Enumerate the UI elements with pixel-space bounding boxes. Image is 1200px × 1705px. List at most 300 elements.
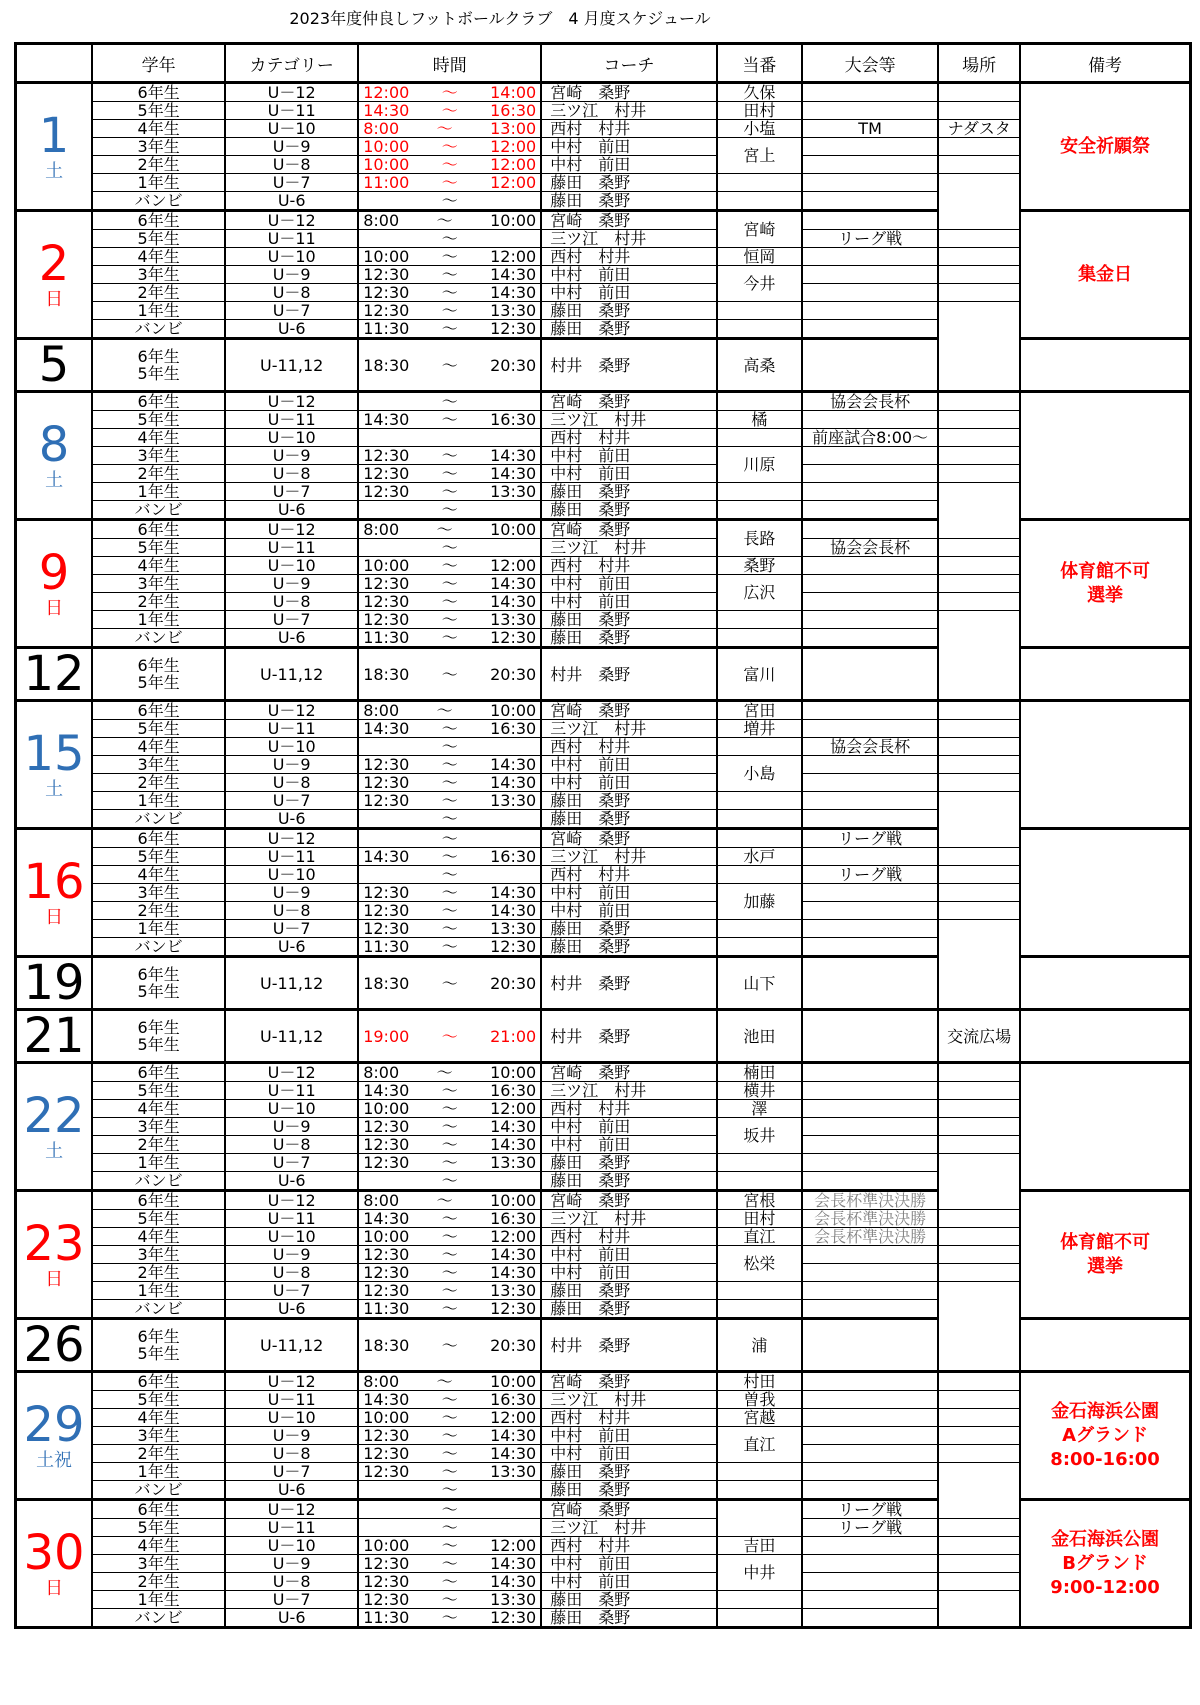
time-from: 10:00: [363, 1408, 410, 1427]
time-cell: [358, 1372, 541, 1391]
time-range: [363, 1064, 536, 1081]
grade-label: 6年生: [137, 347, 180, 366]
coach-cell: 中村 前田: [541, 1246, 717, 1264]
coach-cell: 中村 前田: [541, 1555, 717, 1573]
event-cell: [717, 1282, 802, 1300]
time-cell: [358, 1264, 541, 1282]
time-to: 12:00: [490, 1227, 537, 1246]
schedule-row: [16, 1445, 1191, 1463]
time-range: [363, 1391, 536, 1408]
time-to: 14:30: [490, 1117, 537, 1136]
place-cell: [938, 756, 1020, 774]
grade-cell: 3年生: [92, 756, 225, 774]
schedule-row: [16, 756, 1191, 774]
notes-cell: [1020, 83, 1190, 211]
time-cell: [358, 557, 541, 575]
place-cell: [938, 1445, 1020, 1463]
grade-cell: 5年生: [92, 848, 225, 866]
place-cell: [938, 211, 1020, 230]
place-cell: 交流広場: [938, 1010, 1020, 1063]
time-range: [363, 848, 536, 865]
time-tilde: ～: [441, 1554, 458, 1573]
duty-cell: 加藤: [717, 884, 802, 920]
category-cell: U－10: [225, 738, 358, 756]
place-cell: [802, 174, 938, 192]
coach-cell: 村井 桑野: [541, 648, 717, 701]
category-cell: U－12: [225, 520, 358, 539]
time-from: 8:00: [363, 1191, 400, 1210]
coach-cell: 西村 村井: [541, 1537, 717, 1555]
grade-cell: 2年生: [92, 284, 225, 302]
day-cell: [16, 83, 93, 211]
weekday-label: 日: [45, 288, 64, 310]
event-cell: 協会会長杯: [802, 392, 938, 411]
duty-cell: [717, 392, 802, 411]
schedule-row: [16, 1063, 1191, 1082]
schedule-row: [16, 156, 1191, 174]
place-cell: [938, 1537, 1020, 1555]
place-cell: [938, 447, 1020, 465]
time-from: 12:30: [363, 791, 410, 810]
grade-cell: 5年生: [92, 1391, 225, 1409]
weekday-label: 日: [45, 597, 64, 619]
day-number: 9: [38, 544, 70, 601]
grade-cell: 6年生: [92, 701, 225, 720]
event-cell: [802, 339, 938, 392]
time-cell: [358, 230, 541, 248]
grade-cell: 2年生: [92, 1136, 225, 1154]
time-to: 14:30: [490, 1135, 537, 1154]
time-range: [363, 84, 536, 101]
time-cell: [358, 102, 541, 120]
event-cell: [802, 156, 938, 174]
time-to: 14:00: [490, 83, 537, 102]
event-cell: [802, 211, 938, 230]
category-cell: U－8: [225, 465, 358, 483]
coach-cell: 宮崎 桑野: [541, 392, 717, 411]
note-line: 9:00-12:00: [1050, 1576, 1160, 1598]
time-from: 11:00: [363, 173, 410, 192]
category-cell: U-6: [225, 192, 358, 211]
time-tilde: ～: [441, 101, 458, 120]
coach-cell: 西村 村井: [541, 120, 717, 138]
event-cell: [717, 320, 802, 339]
schedule-row: [16, 174, 1191, 192]
event-cell: [802, 1082, 938, 1100]
duty-cell: 長路: [717, 520, 802, 557]
grade-cell: 2年生: [92, 156, 225, 174]
event-cell: 会長杯準決決勝: [802, 1210, 938, 1228]
time-tilde: ～: [441, 1480, 458, 1499]
event-cell: [802, 1372, 938, 1391]
grade-cell: 6年生: [92, 829, 225, 848]
category-cell: U－10: [225, 866, 358, 884]
event-cell: [802, 1537, 938, 1555]
place-cell: [938, 1409, 1020, 1427]
place-cell: [802, 1481, 938, 1500]
place-cell: [802, 1154, 938, 1172]
time-to: 14:30: [490, 446, 537, 465]
time-range: [363, 393, 536, 410]
category-cell: U－8: [225, 1445, 358, 1463]
place-cell: [938, 1500, 1020, 1519]
time-from: 12:30: [363, 574, 410, 593]
time-cell: [358, 720, 541, 738]
schedule-body: [16, 83, 1191, 1628]
time-to: 14:30: [490, 592, 537, 611]
time-range: [363, 884, 536, 901]
place-cell: [938, 138, 1020, 156]
time-cell: [358, 866, 541, 884]
time-tilde: ～: [441, 1135, 458, 1154]
time-to: 20:30: [490, 1335, 537, 1355]
time-from: 12:30: [363, 283, 410, 302]
category-cell: U－12: [225, 1500, 358, 1519]
day-number: 5: [38, 338, 70, 392]
time-from: 18:30: [363, 355, 410, 375]
category-cell: U－9: [225, 1427, 358, 1445]
event-cell: リーグ戦: [802, 829, 938, 848]
coach-cell: 藤田 桑野: [541, 501, 717, 520]
grade-label: 5年生: [137, 982, 180, 1001]
duty-cell: 澤: [717, 1100, 802, 1118]
time-range: [363, 902, 536, 919]
coach-cell: 西村 村井: [541, 738, 717, 756]
coach-cell: 中村 前田: [541, 447, 717, 465]
place-cell: [802, 810, 938, 829]
time-cell: [358, 738, 541, 756]
category-cell: U－8: [225, 1573, 358, 1591]
note-line: 選挙: [1087, 1255, 1124, 1277]
notes-cell: [1020, 392, 1190, 520]
time-to: 14:30: [490, 464, 537, 483]
coach-cell: 宮崎 桑野: [541, 1191, 717, 1210]
time-to: 10:00: [490, 701, 537, 720]
time-range: [363, 938, 536, 955]
time-range: [363, 666, 536, 683]
time-from: 11:30: [363, 319, 410, 338]
coach-cell: 中村 前田: [541, 774, 717, 792]
time-to: 12:00: [490, 137, 537, 156]
schedule-row: [16, 810, 1191, 829]
time-tilde: ～: [441, 1536, 458, 1555]
place-cell: [802, 1609, 938, 1628]
category-cell: U－9: [225, 138, 358, 156]
time-tilde: ～: [441, 538, 458, 557]
time-range: [363, 1337, 536, 1354]
category-cell: U－7: [225, 920, 358, 938]
time-to: 14:30: [490, 1554, 537, 1573]
schedule-row: [16, 1136, 1191, 1154]
time-from: 12:30: [363, 755, 410, 774]
event-cell: [802, 1391, 938, 1409]
coach-cell: 藤田 桑野: [541, 1463, 717, 1481]
note-line: 8:00-16:00: [1050, 1448, 1160, 1470]
time-range: [363, 738, 536, 755]
time-range: [363, 1246, 536, 1263]
schedule-row: [16, 611, 1191, 629]
duty-cell: 池田: [717, 1010, 802, 1063]
category-cell: U－8: [225, 902, 358, 920]
day-number: 23: [23, 1215, 85, 1272]
event-cell: [717, 1463, 802, 1481]
time-to: 10:00: [490, 211, 537, 230]
category-cell: U－11: [225, 1519, 358, 1537]
time-cell: [358, 483, 541, 501]
duty-cell: 広沢: [717, 575, 802, 611]
category-cell: U－9: [225, 1118, 358, 1136]
weekday-label: 土: [45, 1140, 64, 1162]
grade-cell: 4年生: [92, 1409, 225, 1427]
grade-cell: 4年生: [92, 429, 225, 447]
notes-cell: [1020, 1191, 1190, 1319]
time-from: 11:30: [363, 628, 410, 647]
note-line: Bグランド: [1062, 1552, 1148, 1574]
time-range: [363, 120, 536, 137]
grade-cell: 1年生: [92, 611, 225, 629]
time-to: 12:00: [490, 155, 537, 174]
time-tilde: ～: [441, 1227, 458, 1246]
time-cell: [358, 1210, 541, 1228]
schedule-row: [16, 1118, 1191, 1136]
time-range: [363, 1519, 536, 1536]
duty-cell: 直江: [717, 1427, 802, 1463]
coach-cell: 中村 前田: [541, 593, 717, 611]
time-to: 13:30: [490, 1590, 537, 1609]
grade-cell: 5年生: [92, 1082, 225, 1100]
place-cell: [938, 1100, 1020, 1118]
coach-cell: 三ツ江 村井: [541, 720, 717, 738]
time-cell: [358, 1537, 541, 1555]
time-range: [363, 1445, 536, 1462]
time-cell: [358, 1609, 541, 1628]
day-cell: [16, 1500, 93, 1628]
time-tilde: ～: [441, 1390, 458, 1409]
time-to: 16:30: [490, 719, 537, 738]
grade-cell: 1年生: [92, 920, 225, 938]
note-line: 体育館不可: [1060, 560, 1151, 582]
category-cell: U-11,12: [225, 648, 358, 701]
weekday-label: 土: [45, 469, 64, 491]
category-cell: U－8: [225, 284, 358, 302]
time-cell: [358, 138, 541, 156]
event-cell: [802, 465, 938, 483]
place-cell: [938, 539, 1020, 557]
note-line: 集金日: [1078, 263, 1133, 285]
event-cell: [717, 611, 802, 629]
event-cell: [802, 1555, 938, 1573]
category-cell: U－12: [225, 1372, 358, 1391]
grade-cell: 1年生: [92, 1154, 225, 1172]
event-cell: [802, 1264, 938, 1282]
time-from: 14:30: [363, 847, 410, 866]
time-cell: [358, 539, 541, 557]
evening-session-row: [16, 1010, 1191, 1063]
header-day: [16, 44, 93, 83]
time-range: [363, 702, 536, 719]
event-cell: [802, 774, 938, 792]
place-cell: [802, 1591, 938, 1609]
schedule-row: [16, 230, 1191, 248]
event-cell: [802, 102, 938, 120]
day-cell: [16, 701, 93, 829]
place-cell: [938, 1427, 1020, 1445]
time-cell: [358, 1118, 541, 1136]
coach-cell: 藤田 桑野: [541, 1591, 717, 1609]
time-tilde: ～: [441, 83, 458, 102]
grade-cell: 2年生: [92, 1264, 225, 1282]
place-cell: [938, 520, 1020, 539]
schedule-row: [16, 902, 1191, 920]
grade-label: 6年生: [137, 1018, 180, 1037]
time-range: [363, 320, 536, 337]
time-tilde: ～: [441, 1026, 458, 1046]
place-cell: [802, 302, 938, 320]
grade-cell: バンビ: [92, 1481, 225, 1500]
schedule-row: [16, 866, 1191, 884]
category-cell: U-6: [225, 810, 358, 829]
category-cell: U－12: [225, 83, 358, 102]
time-tilde: ～: [436, 119, 453, 138]
time-from: 14:30: [363, 101, 410, 120]
schedule-row: [16, 1500, 1191, 1519]
time-range: [363, 357, 536, 374]
coach-cell: 西村 村井: [541, 1409, 717, 1427]
time-to: 14:30: [490, 773, 537, 792]
day-number: 16: [23, 853, 85, 910]
time-tilde: ～: [441, 229, 458, 248]
schedule-table: [14, 42, 1192, 1629]
schedule-row: [16, 411, 1191, 429]
schedule-row: [16, 1372, 1191, 1391]
place-cell: [938, 339, 1020, 392]
grade-cell: 3年生: [92, 1427, 225, 1445]
schedule-row: [16, 520, 1191, 539]
time-cell: [358, 957, 541, 1010]
grade-cell: 4年生: [92, 1100, 225, 1118]
duty-cell: 増井: [717, 720, 802, 738]
place-cell: [938, 774, 1020, 792]
time-tilde: ～: [441, 410, 458, 429]
event-cell: リーグ戦: [802, 1519, 938, 1537]
time-range: [363, 1463, 536, 1480]
event-cell: [802, 411, 938, 429]
time-tilde: ～: [441, 301, 458, 320]
schedule-row: [16, 848, 1191, 866]
time-tilde: ～: [441, 865, 458, 884]
event-cell: [717, 938, 802, 957]
coach-cell: 西村 村井: [541, 866, 717, 884]
time-tilde: ～: [441, 1590, 458, 1609]
category-cell: U－10: [225, 1409, 358, 1427]
schedule-row: [16, 1463, 1191, 1481]
time-range: [363, 1136, 536, 1153]
time-from: 12:30: [363, 1281, 410, 1300]
time-from: 12:30: [363, 919, 410, 938]
place-cell: ナダスタ: [938, 120, 1020, 138]
coach-cell: 藤田 桑野: [541, 810, 717, 829]
time-cell: [358, 83, 541, 102]
evening-session-row: [16, 1319, 1191, 1372]
note-line: 体育館不可: [1060, 1231, 1151, 1253]
notes-cell: [1020, 1319, 1190, 1372]
schedule-row: [16, 920, 1191, 938]
grade-label: 5年生: [137, 1035, 180, 1054]
coach-cell: 三ツ江 村井: [541, 539, 717, 557]
day-cell: [16, 520, 93, 648]
time-cell: [358, 575, 541, 593]
time-range: [363, 1555, 536, 1572]
schedule-row: [16, 575, 1191, 593]
time-range: [363, 1591, 536, 1608]
schedule-row: [16, 1409, 1191, 1427]
time-cell: [358, 884, 541, 902]
category-cell: U－11: [225, 411, 358, 429]
time-tilde: ～: [441, 1117, 458, 1136]
schedule-row: [16, 738, 1191, 756]
category-cell: U-6: [225, 1609, 358, 1628]
notes-cell: [1020, 701, 1190, 829]
time-range: [363, 792, 536, 809]
event-cell: [802, 1136, 938, 1154]
coach-cell: 藤田 桑野: [541, 920, 717, 938]
event-cell: [717, 483, 802, 501]
time-cell: [358, 1481, 541, 1500]
time-cell: [358, 920, 541, 938]
category-cell: U-6: [225, 629, 358, 648]
day-number: 19: [23, 956, 85, 1010]
duty-cell: 宮上: [717, 138, 802, 174]
time-from: 12:30: [363, 1135, 410, 1154]
time-cell: [358, 1445, 541, 1463]
time-cell: [358, 938, 541, 957]
time-tilde: ～: [441, 464, 458, 483]
event-cell: [802, 1573, 938, 1591]
time-to: 20:30: [490, 355, 537, 375]
category-cell: U－11: [225, 1210, 358, 1228]
time-tilde: ～: [436, 1191, 453, 1210]
coach-cell: 宮崎 桑野: [541, 520, 717, 539]
time-tilde: ～: [441, 1426, 458, 1445]
coach-cell: 西村 村井: [541, 1228, 717, 1246]
time-tilde: ～: [441, 1245, 458, 1264]
duty-cell: 松栄: [717, 1246, 802, 1282]
time-range: [363, 465, 536, 482]
time-to: 10:00: [490, 1372, 537, 1391]
time-cell: [358, 1300, 541, 1319]
time-from: 14:30: [363, 1209, 410, 1228]
coach-cell: 三ツ江 村井: [541, 1519, 717, 1537]
time-range: [363, 174, 536, 191]
grade-cell: 5年生: [92, 539, 225, 557]
coach-cell: 中村 前田: [541, 1118, 717, 1136]
grade-cell: 2年生: [92, 465, 225, 483]
place-cell: [938, 648, 1020, 701]
time-range: [363, 611, 536, 628]
time-range: [363, 483, 536, 500]
place-cell: [802, 320, 938, 339]
coach-cell: 中村 前田: [541, 1136, 717, 1154]
schedule-row: [16, 938, 1191, 957]
duty-cell: 田村: [717, 102, 802, 120]
time-to: 10:00: [490, 520, 537, 539]
time-range: [363, 447, 536, 464]
time-to: 16:30: [490, 847, 537, 866]
time-to: 12:00: [490, 1408, 537, 1427]
coach-cell: 藤田 桑野: [541, 611, 717, 629]
time-to: 13:30: [490, 791, 537, 810]
grade-cell: 5年生: [92, 720, 225, 738]
